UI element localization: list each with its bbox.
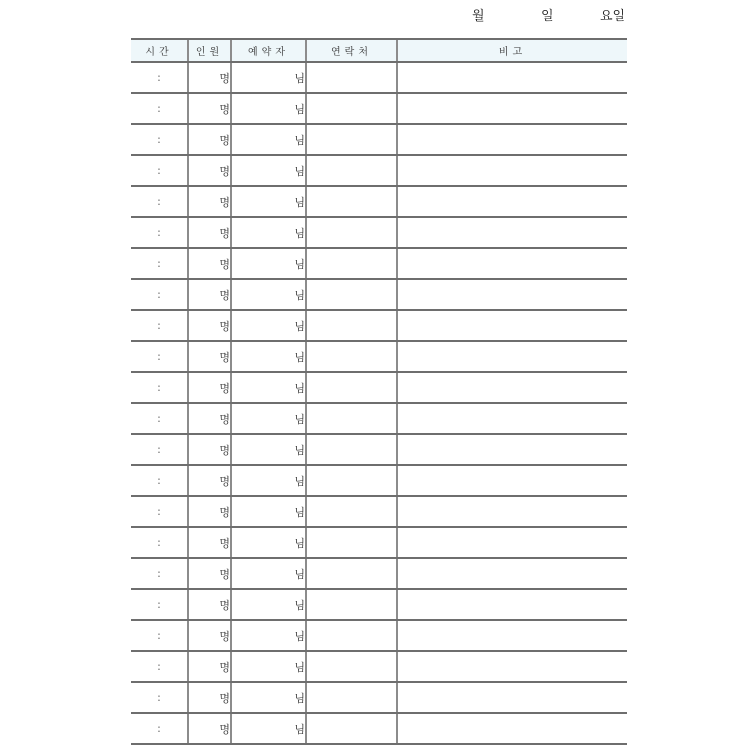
time-cell[interactable]: : <box>131 434 188 465</box>
count-cell[interactable]: 명 <box>188 248 231 279</box>
contact-cell[interactable] <box>306 372 397 403</box>
count-cell[interactable]: 명 <box>188 496 231 527</box>
contact-cell[interactable] <box>306 186 397 217</box>
name-cell[interactable]: 님 <box>231 124 306 155</box>
table-row <box>131 217 627 248</box>
count-cell[interactable]: 명 <box>188 217 231 248</box>
table-row <box>131 713 627 744</box>
time-cell[interactable]: : <box>131 62 188 93</box>
header-time: 시간 <box>131 39 188 62</box>
name-cell[interactable]: 님 <box>231 248 306 279</box>
time-cell[interactable]: : <box>131 558 188 589</box>
note-cell[interactable] <box>397 372 627 403</box>
name-cell[interactable]: 님 <box>231 620 306 651</box>
table-row <box>131 589 627 620</box>
table-row <box>131 248 627 279</box>
count-cell[interactable]: 명 <box>188 186 231 217</box>
time-cell[interactable]: : <box>131 496 188 527</box>
contact-cell[interactable] <box>306 248 397 279</box>
note-cell[interactable] <box>397 62 627 93</box>
contact-cell[interactable] <box>306 279 397 310</box>
table-row <box>131 465 627 496</box>
name-cell[interactable]: 님 <box>231 713 306 744</box>
count-cell[interactable]: 명 <box>188 62 231 93</box>
note-cell[interactable] <box>397 93 627 124</box>
note-cell[interactable] <box>397 465 627 496</box>
name-cell[interactable]: 님 <box>231 651 306 682</box>
name-cell[interactable]: 님 <box>231 186 306 217</box>
count-cell[interactable]: 명 <box>188 124 231 155</box>
count-cell[interactable]: 명 <box>188 403 231 434</box>
count-cell[interactable]: 명 <box>188 279 231 310</box>
time-cell[interactable]: : <box>131 372 188 403</box>
count-cell[interactable]: 명 <box>188 620 231 651</box>
table-row <box>131 124 627 155</box>
time-cell[interactable]: : <box>131 341 188 372</box>
name-cell[interactable]: 님 <box>231 403 306 434</box>
note-cell[interactable] <box>397 496 627 527</box>
note-cell[interactable] <box>397 589 627 620</box>
header-name: 예약자 <box>231 39 306 62</box>
weekday-label: 요일 <box>600 9 626 24</box>
name-cell[interactable]: 님 <box>231 217 306 248</box>
contact-cell[interactable] <box>306 124 397 155</box>
header-contact: 연락처 <box>306 39 397 62</box>
name-cell[interactable]: 님 <box>231 434 306 465</box>
time-cell[interactable]: : <box>131 279 188 310</box>
note-cell[interactable] <box>397 279 627 310</box>
time-cell[interactable]: : <box>131 403 188 434</box>
name-cell[interactable]: 님 <box>231 527 306 558</box>
time-cell[interactable]: : <box>131 124 188 155</box>
note-cell[interactable] <box>397 558 627 589</box>
table-row <box>131 310 627 341</box>
time-cell[interactable]: : <box>131 217 188 248</box>
note-cell[interactable] <box>397 186 627 217</box>
contact-cell[interactable] <box>306 620 397 651</box>
contact-cell[interactable] <box>306 496 397 527</box>
table-row <box>131 651 627 682</box>
contact-cell[interactable] <box>306 558 397 589</box>
name-cell[interactable]: 님 <box>231 682 306 713</box>
contact-cell[interactable] <box>306 217 397 248</box>
note-cell[interactable] <box>397 620 627 651</box>
name-cell[interactable]: 님 <box>231 465 306 496</box>
count-cell[interactable]: 명 <box>188 558 231 589</box>
table-row <box>131 496 627 527</box>
time-cell[interactable]: : <box>131 186 188 217</box>
table-row <box>131 620 627 651</box>
month-label: 월 <box>472 9 485 24</box>
note-cell[interactable] <box>397 310 627 341</box>
count-cell[interactable]: 명 <box>188 341 231 372</box>
time-cell[interactable]: : <box>131 620 188 651</box>
table-row <box>131 279 627 310</box>
table-row <box>131 155 627 186</box>
contact-cell[interactable] <box>306 341 397 372</box>
note-cell[interactable] <box>397 713 627 744</box>
contact-cell[interactable] <box>306 651 397 682</box>
table-row <box>131 186 627 217</box>
note-cell[interactable] <box>397 434 627 465</box>
count-cell[interactable]: 명 <box>188 310 231 341</box>
table-row <box>131 62 627 93</box>
note-cell[interactable] <box>397 155 627 186</box>
table-row <box>131 372 627 403</box>
table-row <box>131 341 627 372</box>
note-cell[interactable] <box>397 124 627 155</box>
name-cell[interactable]: 님 <box>231 589 306 620</box>
contact-cell[interactable] <box>306 155 397 186</box>
header-row <box>131 39 627 62</box>
note-cell[interactable] <box>397 403 627 434</box>
table-row <box>131 682 627 713</box>
contact-cell[interactable] <box>306 403 397 434</box>
note-cell[interactable] <box>397 682 627 713</box>
count-cell[interactable]: 명 <box>188 93 231 124</box>
time-cell[interactable]: : <box>131 527 188 558</box>
header-note: 비고 <box>397 39 627 62</box>
table-row <box>131 527 627 558</box>
note-cell[interactable] <box>397 341 627 372</box>
time-cell[interactable]: : <box>131 682 188 713</box>
count-cell[interactable]: 명 <box>188 465 231 496</box>
contact-cell[interactable] <box>306 310 397 341</box>
contact-cell[interactable] <box>306 589 397 620</box>
name-cell[interactable]: 님 <box>231 372 306 403</box>
name-cell[interactable]: 님 <box>231 155 306 186</box>
count-cell[interactable]: 명 <box>188 527 231 558</box>
table-row <box>131 558 627 589</box>
name-cell[interactable]: 님 <box>231 496 306 527</box>
day-label: 일 <box>541 9 554 24</box>
table-row <box>131 434 627 465</box>
count-cell[interactable]: 명 <box>188 589 231 620</box>
note-cell[interactable] <box>397 248 627 279</box>
contact-cell[interactable] <box>306 434 397 465</box>
note-cell[interactable] <box>397 527 627 558</box>
name-cell[interactable]: 님 <box>231 310 306 341</box>
name-cell[interactable]: 님 <box>231 93 306 124</box>
header-count: 인원 <box>188 39 231 62</box>
count-cell[interactable]: 명 <box>188 713 231 744</box>
count-cell[interactable]: 명 <box>188 651 231 682</box>
time-cell[interactable]: : <box>131 713 188 744</box>
note-cell[interactable] <box>397 217 627 248</box>
note-cell[interactable] <box>397 651 627 682</box>
name-cell[interactable]: 님 <box>231 279 306 310</box>
time-cell[interactable]: : <box>131 93 188 124</box>
time-cell[interactable]: : <box>131 589 188 620</box>
count-cell[interactable]: 명 <box>188 682 231 713</box>
name-cell[interactable]: 님 <box>231 341 306 372</box>
time-cell[interactable]: : <box>131 310 188 341</box>
reservation-table <box>131 38 627 745</box>
contact-cell[interactable] <box>306 465 397 496</box>
count-cell[interactable]: 명 <box>188 434 231 465</box>
time-cell[interactable]: : <box>131 651 188 682</box>
time-cell[interactable]: : <box>131 465 188 496</box>
name-cell[interactable]: 님 <box>231 558 306 589</box>
count-cell[interactable]: 명 <box>188 155 231 186</box>
time-cell[interactable]: : <box>131 155 188 186</box>
contact-cell[interactable] <box>306 682 397 713</box>
contact-cell[interactable] <box>306 527 397 558</box>
time-cell[interactable]: : <box>131 248 188 279</box>
table-row <box>131 93 627 124</box>
count-cell[interactable]: 명 <box>188 372 231 403</box>
date-header <box>440 5 635 25</box>
contact-cell[interactable] <box>306 93 397 124</box>
name-cell[interactable]: 님 <box>231 62 306 93</box>
contact-cell[interactable] <box>306 62 397 93</box>
contact-cell[interactable] <box>306 713 397 744</box>
table-row <box>131 403 627 434</box>
